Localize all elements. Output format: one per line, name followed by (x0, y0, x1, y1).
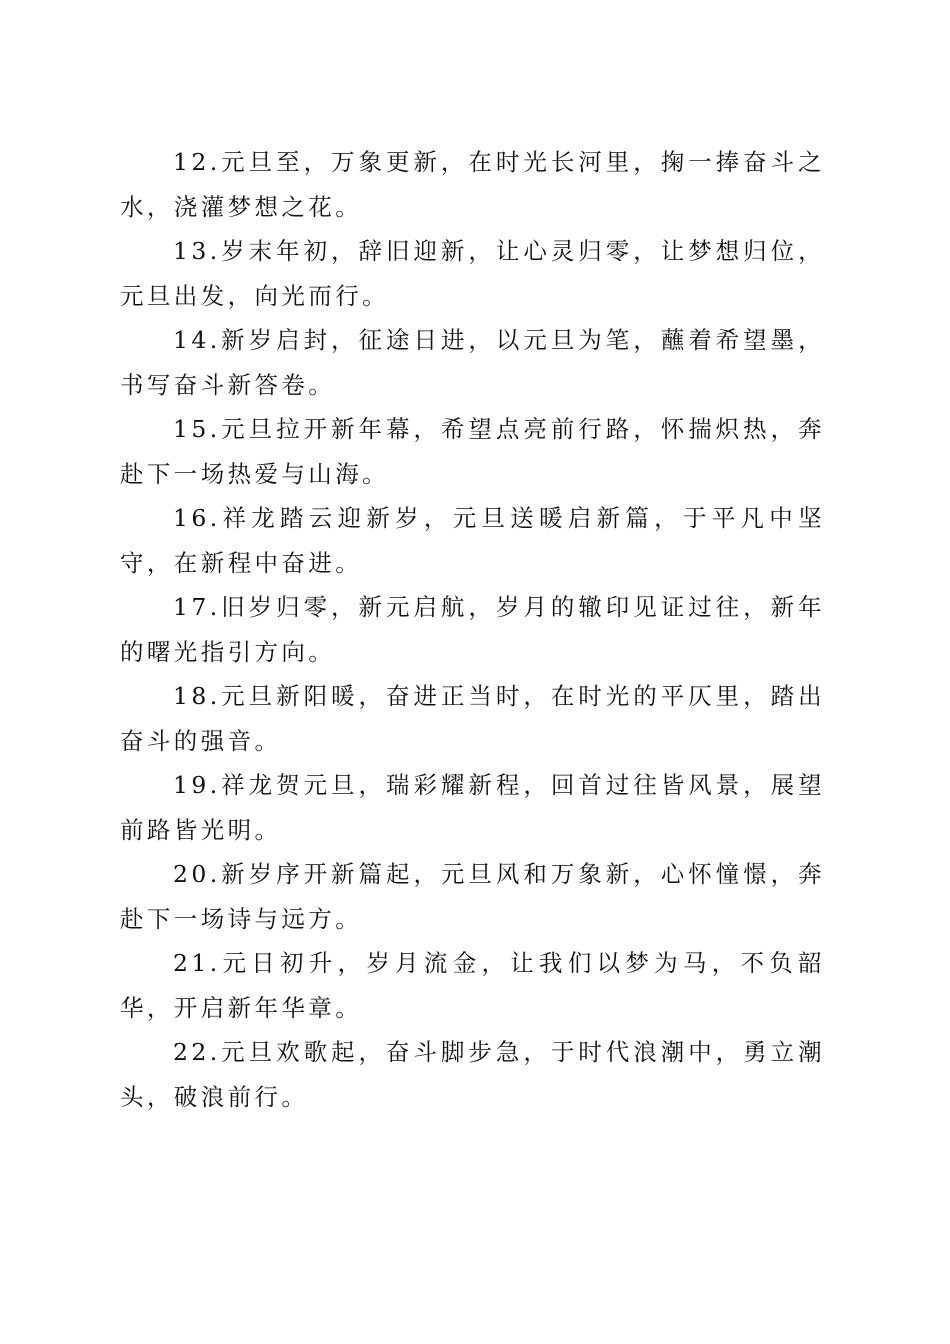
paragraph-17: 17.旧岁归零，新元启航，岁月的辙印见证过往，新年的曙光指引方向。 (120, 593, 825, 666)
paragraph-19: 19.祥龙贺元旦，瑞彩耀新程，回首过往皆风景，展望前路皆光明。 (120, 771, 825, 844)
paragraph-16: 16.祥龙踏云迎新岁，元旦送暖启新篇，于平凡中坚守，在新程中奋进。 (120, 504, 825, 577)
paragraph-12: 12.元旦至，万象更新，在时光长河里，掬一捧奋斗之水，浇灌梦想之花。 (120, 148, 825, 221)
paragraph-14: 14.新岁启封，征途日进，以元旦为笔，蘸着希望墨，书写奋斗新答卷。 (120, 326, 825, 399)
paragraph-20: 20.新岁序开新篇起，元旦风和万象新，心怀憧憬，奔赴下一场诗与远方。 (120, 860, 825, 933)
paragraph-13: 13.岁末年初，辞旧迎新，让心灵归零，让梦想归位，元旦出发，向光而行。 (120, 237, 825, 310)
paragraph-15: 15.元旦拉开新年幕，希望点亮前行路，怀揣炽热，奔赴下一场热爱与山海。 (120, 415, 825, 488)
paragraph-21: 21.元日初升，岁月流金，让我们以梦为马，不负韶华，开启新年华章。 (120, 949, 825, 1022)
paragraph-22: 22.元旦欢歌起，奋斗脚步急，于时代浪潮中，勇立潮头，破浪前行。 (120, 1038, 825, 1111)
document-body (120, 140, 825, 1119)
paragraph-18: 18.元旦新阳暖，奋进正当时，在时光的平仄里，踏出奋斗的强音。 (120, 682, 825, 755)
